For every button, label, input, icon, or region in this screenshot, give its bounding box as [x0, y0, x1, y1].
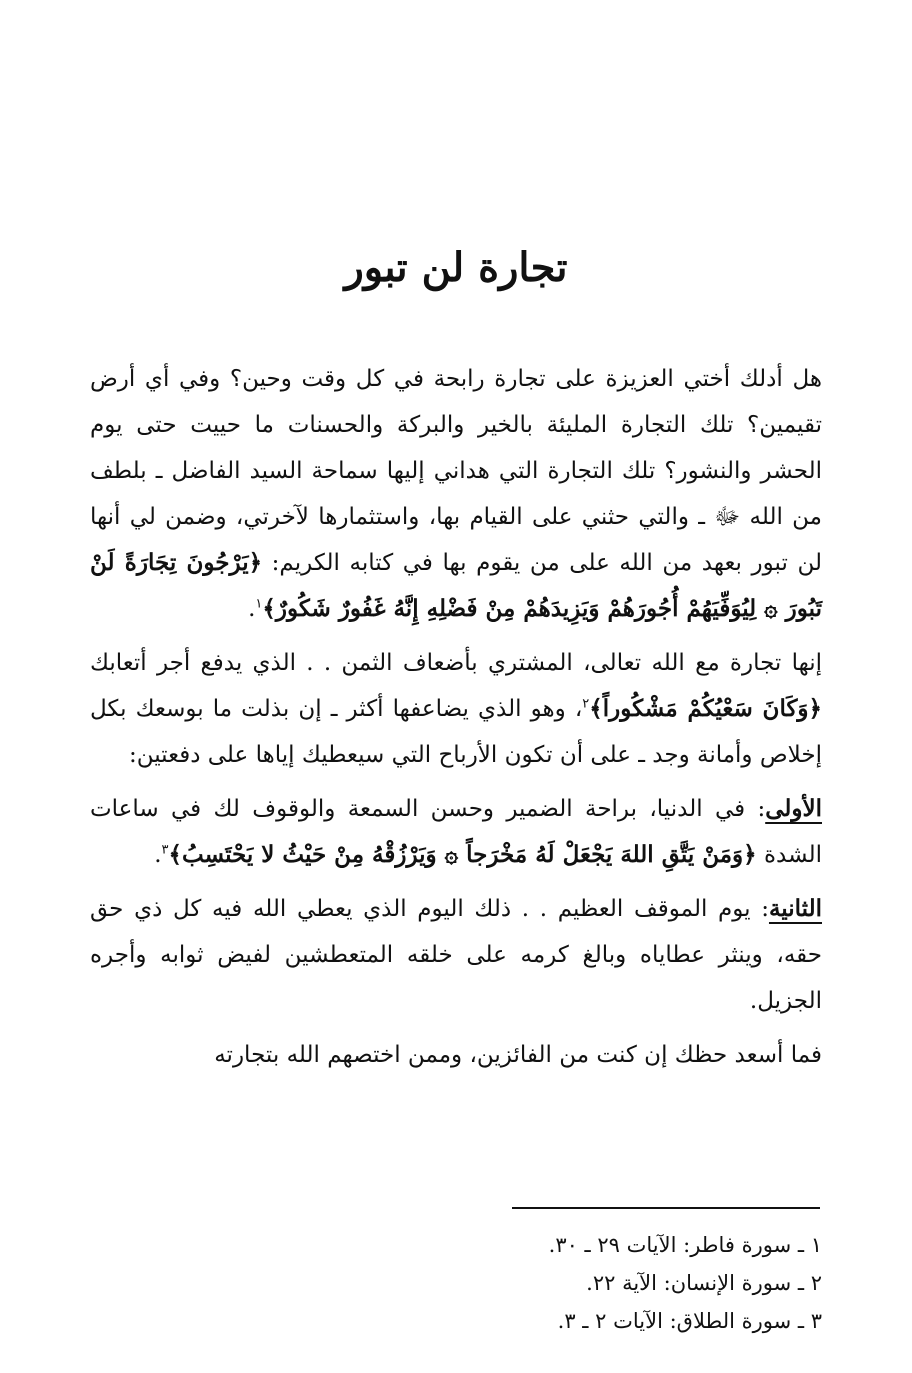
paragraph-text: .	[154, 842, 162, 868]
paragraph	[90, 640, 822, 778]
paragraph	[90, 356, 822, 632]
footnote: ٢ ـ سورة الإنسان: الآية ٢٢.	[586, 1271, 822, 1295]
paragraph	[90, 786, 822, 878]
paragraph-text: : يوم الموقف العظيم . . ذلك اليوم الذي يعطي الله فيه كل ذي حق حقه، وينثر عطاياه وبالغ كرمه على خلقه المتعطشين لفيض ثوابه وأجره الجزيل.	[90, 896, 822, 1014]
paragraph-text: .	[248, 596, 256, 622]
footnotes	[300, 1226, 822, 1340]
paragraph-text: : في الدنيا، براحة الضمير وحسن السمعة والوقوف لك في ساعات الشدة	[90, 796, 822, 868]
paragraph	[90, 886, 822, 1024]
section-label: الأولى	[765, 795, 822, 822]
page-title: تجارة لن تبور	[344, 244, 568, 291]
quran-verse: ﴿وَمَنْ يَتَّقِ اللهَ يَجْعَلْ لَهُ مَخْرَجاً ۞ وَيَرْزُقْهُ مِنْ حَيْثُ لا يَحْتَسِبُ﴾	[168, 841, 757, 868]
section-label: الثانية	[768, 895, 822, 922]
paragraph-text: إنها تجارة مع الله تعالى، المشتري بأضعاف الثمن . . الذي يدفع أجر أتعابك	[90, 650, 822, 676]
quran-verse: ﴿وَكَانَ سَعْيُكُمْ مَشْكُوراً﴾	[589, 695, 822, 722]
footnote-marker: ٢	[582, 696, 590, 712]
paragraph	[90, 1032, 822, 1078]
footnote: ١ ـ سورة فاطر: الآيات ٢٩ ـ ٣٠.	[548, 1233, 822, 1257]
paragraph-text: فما أسعد حظك إن كنت من الفائزين، وممن اختصهم الله بتجارته	[214, 1042, 822, 1068]
footnote-divider	[512, 1207, 820, 1209]
quran-verse: ﴿يَرْجُونَ تِجَارَةً لَنْ تَبُورَ ۞ لِيُوَفِّيَهُمْ أُجُورَهُمْ وَيَزِيدَهُمْ مِنْ فَضْلِهِ إِنَّهُ غَفُورٌ شَكُورٌ﴾	[90, 549, 822, 622]
paragraph-text: ، وهو الذي يضاعفها أكثر ـ إن بذلت ما بوسعك بكل إخلاص وأمانة وجد ـ على أن تكون الأرباح التي سيعطيك إياها على دفعتين:	[90, 696, 822, 768]
body-text	[90, 356, 822, 1086]
footnote-marker: ١	[255, 596, 263, 612]
footnote: ٣ ـ سورة الطلاق: الآيات ٢ ـ ٣.	[557, 1309, 822, 1333]
footnote-marker: ٣	[161, 842, 169, 858]
paragraph-text: هل أدلك أختي العزيزة على تجارة رابحة في كل وقت وحين؟ وفي أي أرض تقيمين؟ تلك التجارة المليئة بالخير والبركة والحسنات ما حييت حتى يوم الحشر والنشور؟ تلك التجارة التي هداني إليها سماحة السيد الفاضل ـ بلطف من الله ﷻ ـ والتي حثني على القيام بها، واستثمارها لآخرتي، وضمن لي أنها لن تبور بعهد من الله على من يقوم بها في كتابه الكريم:	[90, 366, 822, 576]
